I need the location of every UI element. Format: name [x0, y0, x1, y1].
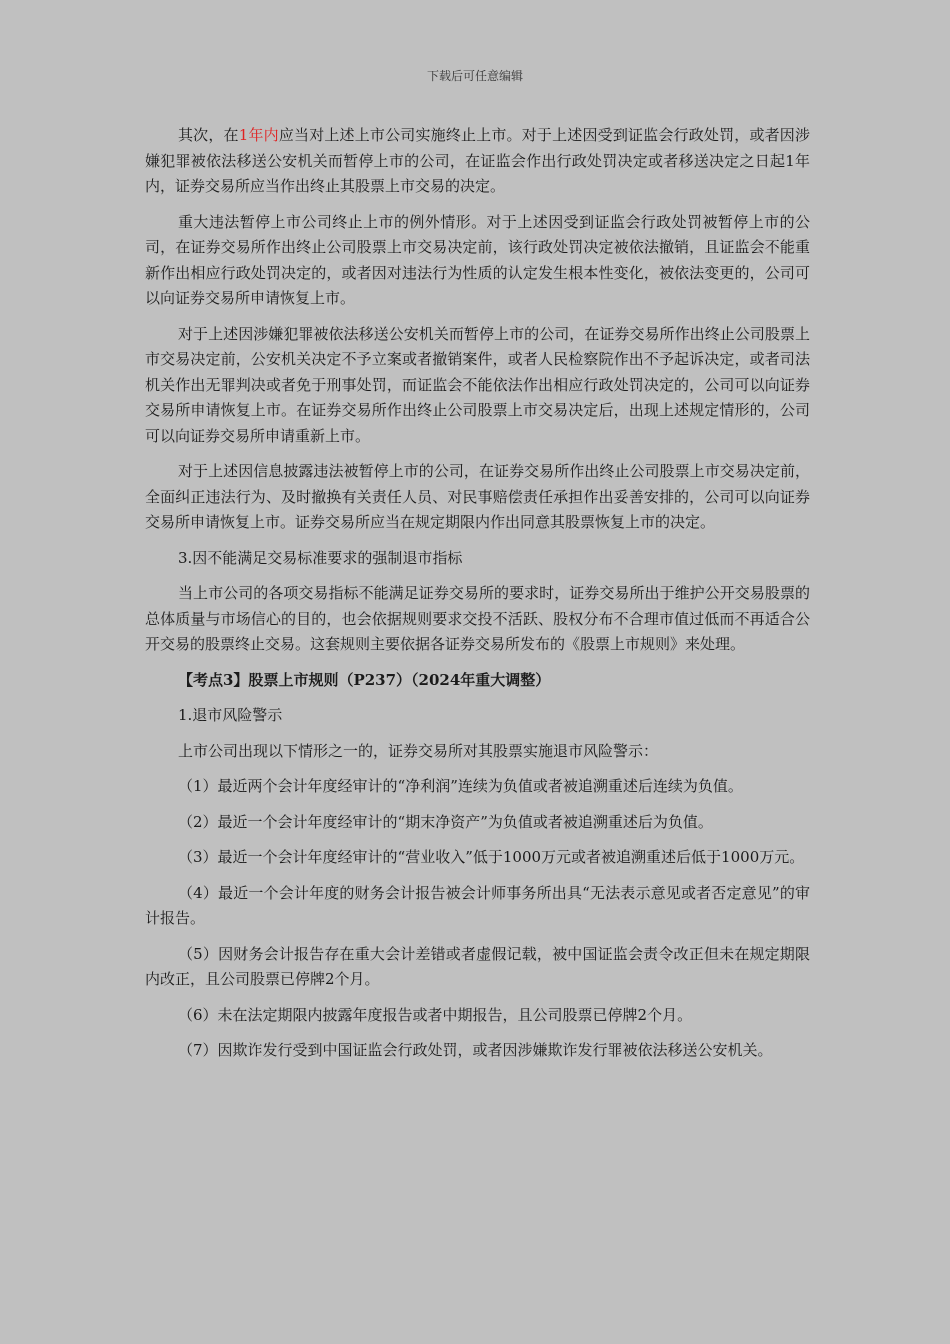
exam-point-heading: 【考点3】股票上市规则（P237）（2024年重大调整）: [178, 670, 551, 689]
paragraph-3: 对于上述因涉嫌犯罪被依法移送公安机关而暂停上市的公司，在证券交易所作出终止公司股票上市交易决定前，公安机关决定不予立案或者撤销案件，或者人民检察院作出不予起诉决定，或者司法机关作出无罪判决或者免于刑事处罚，而证监会不能依法作出相应行政处罚决定的，公司可以向证券交易所申请恢复上市。在证券交易所作出终止公司股票上市交易决定后，出现上述规定情形的，公司可以向证券交易所申请重新上市。: [145, 324, 810, 445]
document-body: [145, 123, 810, 1074]
paragraph-5: 当上市公司的各项交易指标不能满足证券交易所的要求时，证券交易所出于维护公开交易股票的总体质量与市场信心的目的，也会依据规则要求交投不活跃、股权分布不合理市值过低而不再适合公开交易的股票终止交易。这套规则主要依据各证券交易所发布的《股票上市规则》来处理。: [145, 584, 810, 653]
list-item-2: （2）最近一个会计年度经审计的“期末净资产”为负值或者被追溯重述后为负值。: [178, 812, 713, 831]
page-header: 下载后可任意编辑: [426, 69, 523, 83]
list-item-6: （6）未在法定期限内披露年度报告或者中期报告，且公司股票已停牌2个月。: [178, 1005, 693, 1024]
list-item-7: （7）因欺诈发行受到中国证监会行政处罚，或者因涉嫌欺诈发行罪被依法移送公安机关。: [178, 1041, 773, 1059]
list-item-3: （3）最近一个会计年度经审计的“营业收入”低于1000万元或者被追溯重述后低于1000万元。: [178, 848, 805, 866]
section-heading-3: 3.因不能满足交易标准要求的强制退市指标: [178, 548, 463, 567]
highlight-text: 1年内: [238, 126, 279, 144]
paragraph-2: 重大违法暂停上市公司终止上市的例外情形。对于上述因受到证监会行政处罚被暂停上市的公司，在证券交易所作出终止公司股票上市交易决定前，该行政处罚决定被依法撤销，且证监会不能重新作出相应行政处罚决定的，或者因对违法行为性质的认定发生根本性变化，被依法变更的，公司可以向证券交易所申请恢复上市。: [145, 212, 810, 307]
list-item-5: （5）因财务会计报告存在重大会计差错或者虚假记载，被中国证监会责令改正但未在规定期限内改正，且公司股票已停牌2个月。: [145, 944, 810, 988]
subsection-heading-1: 1.退市风险警示: [178, 706, 283, 724]
list-item-4: （4）最近一个会计年度的财务会计报告被会计师事务所出具“无法表示意见或者否定意见”的审计报告。: [145, 883, 810, 927]
list-item-1: （1）最近两个会计年度经审计的“净利润”连续为负值或者被追溯重述后连续为负值。: [178, 777, 743, 795]
paragraph-4: 对于上述因信息披露违法被暂停上市的公司，在证券交易所作出终止公司股票上市交易决定前，全面纠正违法行为、及时撤换有关责任人员、对民事赔偿责任承担作出妥善安排的，公司可以向证券交易所申请恢复上市。证券交易所应当在规定期限内作出同意其股票恢复上市的决定。: [145, 462, 810, 531]
paragraph-intro: 上市公司出现以下情形之一的，证券交易所对其股票实施退市风险警示：: [178, 741, 659, 760]
paragraph-1: 其次，在1年内应当对上述上市公司实施终止上市。对于上述因受到证监会行政处罚，或者因涉嫌犯罪被依法移送公安机关而暂停上市的公司，在证监会作出行政处罚决定或者移送决定之日起1年内，证券交易所应当作出终止其股票上市交易的决定。: [145, 126, 810, 195]
